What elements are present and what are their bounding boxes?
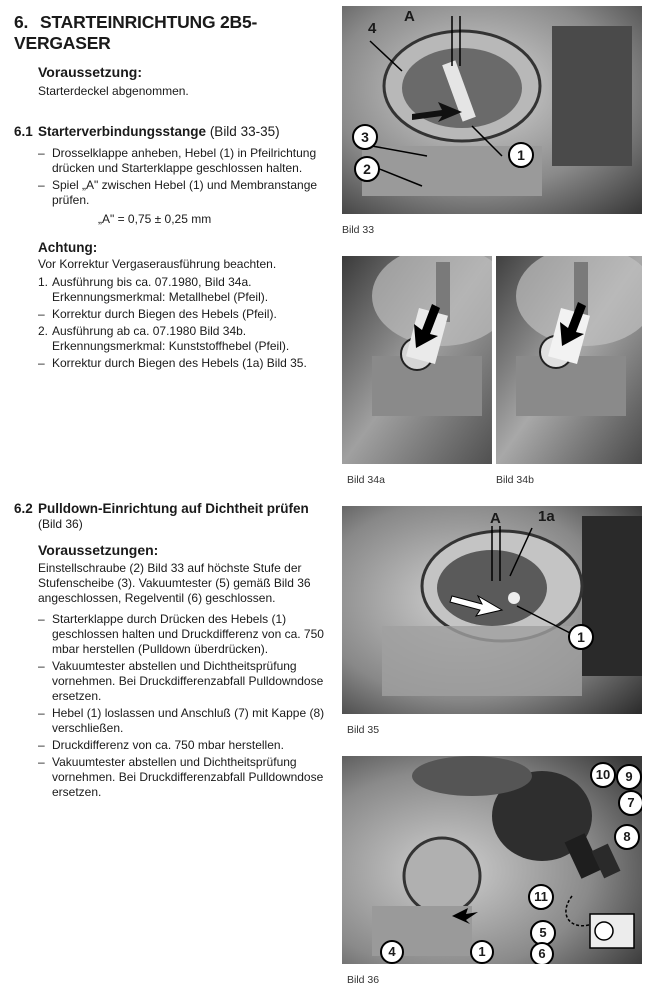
caution-heading: Achtung: bbox=[38, 240, 98, 255]
callout-3: 3 bbox=[352, 124, 378, 150]
callout-5: 5 bbox=[530, 920, 556, 946]
text-column bbox=[14, 12, 332, 799]
section-6-1-title: Starterverbindungsstange bbox=[38, 124, 207, 139]
callout-1a: 1a bbox=[538, 508, 555, 525]
caption-bild-35: Bild 35 bbox=[347, 724, 380, 736]
list-item: – Hebel (1) loslassen und Anschluß (7) mit Kappe (8) verschließen. bbox=[38, 706, 332, 736]
section-6-2-heading bbox=[14, 500, 332, 517]
callout-1: 1 bbox=[508, 142, 534, 168]
callout-9: 9 bbox=[616, 764, 642, 790]
list-item: 2. Ausführung ab ca. 07.1980 Bild 34b. Erkennungsmerkmal: Kunststoffhebel (Pfeil). bbox=[38, 324, 290, 353]
section-6-2-steps bbox=[38, 612, 332, 800]
section-6-2-title: Pulldown-Einrichtung auf Dichtheit prüfen bbox=[38, 501, 309, 516]
prereq-heading: Voraussetzung: bbox=[38, 64, 142, 80]
list-item: – Vakuumtester abstellen und Dichtheitsprüfung vornehmen. Bei Druckdifferenzabfall Pulldowndose ersetzen. bbox=[38, 755, 332, 800]
callout-6: 6 bbox=[530, 942, 554, 964]
section-6-prereq bbox=[14, 64, 332, 99]
figure-bild-34a bbox=[342, 256, 492, 464]
clearance-formula: „A" = 0,75 ± 0,25 mm bbox=[98, 212, 212, 226]
carburetor-photo-34b bbox=[496, 256, 642, 464]
caption-bild-33: Bild 33 bbox=[342, 224, 375, 236]
section-6-heading bbox=[14, 12, 332, 54]
callout-1: 1 bbox=[470, 940, 494, 964]
carburetor-photo-34a bbox=[342, 256, 492, 464]
carburetor-photo-36 bbox=[342, 756, 642, 964]
list-item: – Druckdifferenz von ca. 750 mbar herstellen. bbox=[38, 738, 332, 753]
carburetor-photo-35 bbox=[342, 506, 642, 714]
list-item: 1. Ausführung bis ca. 07.1980, Bild 34a. Erkennungsmerkmal: Metallhebel (Pfeil). bbox=[38, 275, 269, 304]
section-6-1 bbox=[14, 123, 332, 371]
callout-A: A bbox=[404, 8, 415, 25]
section-6-2-body bbox=[14, 517, 332, 800]
list-item: – Vakuumtester abstellen und Dichtheitsprüfung vornehmen. Bei Druckdifferenzabfall Pulldowndose ersetzen. bbox=[38, 659, 332, 704]
section-6-2-ref: (Bild 36) bbox=[38, 517, 83, 531]
section-6-1-ref: (Bild 33-35) bbox=[209, 124, 280, 139]
caption-bild-34a: Bild 34a bbox=[347, 474, 385, 486]
list-item: – Starterklappe durch Drücken des Hebels (1) geschlossen halten und Druckdifferenz von ca. 750 mbar herstellen (Pulldown überdrücken). bbox=[38, 612, 332, 657]
callout-2: 2 bbox=[354, 156, 380, 182]
caption-bild-34b: Bild 34b bbox=[496, 474, 534, 486]
callout-4: 4 bbox=[368, 20, 377, 37]
prereq-text: Einstellschraube (2) Bild 33 auf höchste Stufe der Stufenscheibe (3). Vakuumtester (5) gemäß Bild 36 angeschlossen, Regelventil (6) geschlossen. bbox=[38, 561, 311, 605]
figure-bild-34b bbox=[496, 256, 642, 464]
section-6-2-number: 6.2 bbox=[14, 501, 33, 516]
figure-bild-36 bbox=[342, 756, 642, 964]
callout-1: 1 bbox=[568, 624, 594, 650]
figure-bild-33 bbox=[342, 6, 642, 214]
section-6-1-body bbox=[14, 146, 332, 371]
section-6-1-number: 6.1 bbox=[14, 124, 33, 139]
list-item: – Drosselklappe anheben, Hebel (1) in Pfeilrichtung drücken und Starterklappe geschlossen halten. bbox=[38, 146, 332, 176]
caution-text: Vor Korrektur Vergaserausführung beachten. bbox=[38, 257, 277, 271]
callout-4: 4 bbox=[380, 940, 404, 964]
list-item: – Korrektur durch Biegen des Hebels (Pfeil). bbox=[38, 307, 277, 321]
section-6-1-steps bbox=[38, 146, 332, 208]
section-6-number: 6. bbox=[14, 12, 29, 32]
callout-10: 10 bbox=[590, 762, 616, 788]
section-6-title: STARTEINRICHTUNG 2B5-VERGASER bbox=[14, 12, 258, 53]
callout-8: 8 bbox=[614, 824, 640, 850]
carburetor-photo-33 bbox=[342, 6, 642, 214]
callout-A: A bbox=[490, 510, 501, 527]
callout-7: 7 bbox=[618, 790, 642, 816]
list-item: – Spiel „A" zwischen Hebel (1) und Membranstange prüfen. bbox=[38, 178, 332, 208]
list-item: – Korrektur durch Biegen des Hebels (1a) Bild 35. bbox=[38, 356, 307, 370]
callout-11: 11 bbox=[528, 884, 554, 910]
figure-bild-35 bbox=[342, 506, 642, 714]
caption-bild-36: Bild 36 bbox=[347, 974, 380, 986]
prereq-text: Starterdeckel abgenommen. bbox=[38, 84, 189, 98]
section-6-2 bbox=[14, 500, 332, 802]
section-6-1-heading bbox=[14, 123, 332, 140]
prereq-heading: Voraussetzungen: bbox=[38, 542, 159, 558]
